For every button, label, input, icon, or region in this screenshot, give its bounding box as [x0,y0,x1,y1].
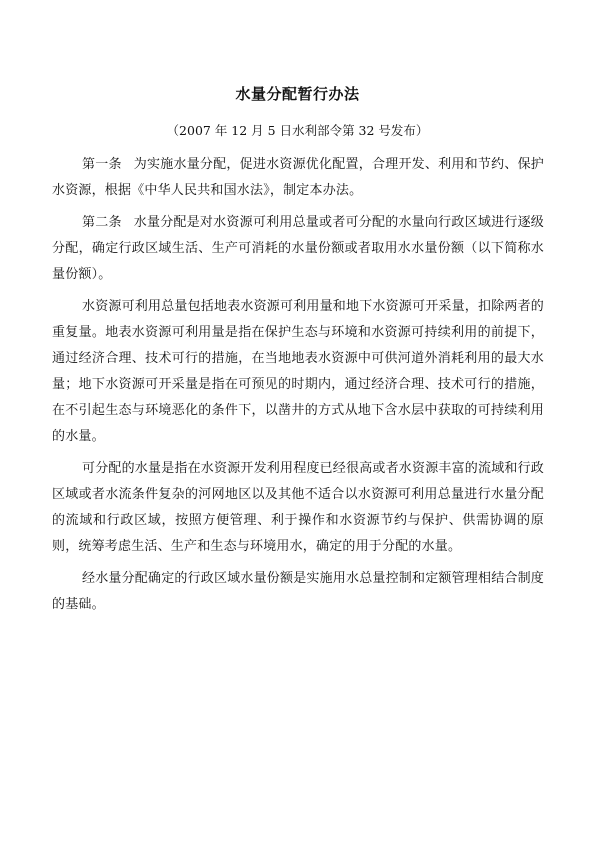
allocable-water-text: 可分配的水量是指在水资源开发利用程度已经很高或者水资源丰富的流域和行政区域或者水流条件复杂的河网地区以及其他不适合以水资源可利用总量进行水量分配的流域和行政区域，按照方便管理、利于操作和水资源节约与保护、供需协调的原则，统筹考虑生活、生产和生态与环境用水，确定的用于分配的水量。 [52,461,545,554]
available-total-text: 水资源可利用总量包括地表水资源可利用量和地下水资源可开采量，扣除两者的重复量。地表水资源可利用量是指在保护生态与环境和水资源可持续利用的前提下，通过经济合理、技术可行的措施，在当地地表水资源中可供河道外消耗利用的最大水量；地下水资源可开采量是指在可预见的时期内，通过经济合理、技术可行的措施，在不引起生态与环境恶化的条件下，以凿井的方式从地下含水层中获取的可持续利用的水量。 [52,299,545,444]
article-2-text: 水量分配是对水资源可利用总量或者可分配的水量向行政区域进行逐级分配，确定行政区域生活、生产可消耗的水量份额或者取用水水量份额（以下简称水量份额）。 [52,215,545,282]
quota-basis-paragraph [52,566,544,618]
document-title: 水量分配暂行办法 [235,85,360,103]
allocable-water-paragraph [52,456,544,560]
article-1-text: 为实施水量分配，促进水资源优化配置，合理开发、利用和节约、保护水资源，根据《中华人民共和国水法》，制定本办法。 [52,157,545,198]
available-total-paragraph [52,294,544,450]
quota-basis-text: 经水量分配确定的行政区域水量份额是实施用水总量控制和定额管理相结合制度的基础。 [52,571,545,612]
article-1-paragraph [52,152,544,204]
article-2-paragraph [52,210,544,288]
document-body [52,152,544,624]
document-subtitle: （2007 年 12 月 5 日水利部令第 32 号发布） [166,123,429,138]
article-1-label: 第一条 [82,157,122,172]
article-2-label: 第二条 [82,215,122,230]
